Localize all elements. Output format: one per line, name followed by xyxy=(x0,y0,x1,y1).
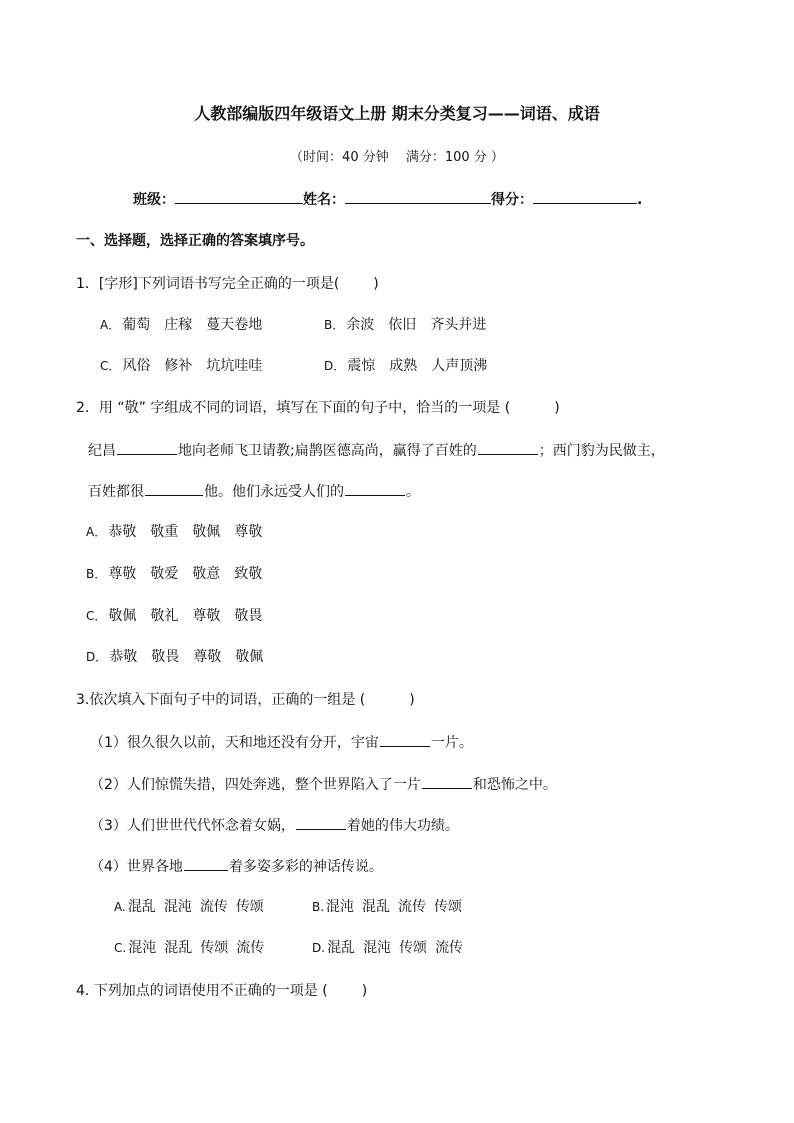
question-text: 4. 下列加点的词语使用不正确的一项是 ( xyxy=(76,983,328,999)
option-b[interactable]: B． 尊敬 敬爱 敬意 致敬 xyxy=(86,566,263,582)
option-d[interactable]: D. 混乱 混沌 传颂 流传 xyxy=(312,940,464,956)
fill-blank[interactable] xyxy=(422,774,472,789)
option-d[interactable]: D． 恭敬 敬畏 尊敬 敬佩 xyxy=(86,649,264,665)
question-2-sentence-2: 百姓都很 他。他们永远受人们的 。 xyxy=(88,481,420,502)
student-info-line: 班级： 姓名： 得分： . xyxy=(133,189,642,210)
question-2-stem: 2．用 “敬” 字组成不同的词语，填写在下面的句子中，恰当的一项是 ( ) xyxy=(76,400,560,416)
section-heading: 一、选择题，选择正确的答案填序号。 xyxy=(76,233,314,249)
score-field[interactable] xyxy=(533,189,637,204)
option-b[interactable]: B. 混沌 混乱 流传 传颂 xyxy=(312,899,463,915)
question-3-sentence-2: （2）人们惊慌失措，四处奔逃，整个世界陷入了一片 和恐怖之中。 xyxy=(90,774,557,795)
fill-blank[interactable] xyxy=(345,481,405,496)
option-a[interactable]: A． 恭敬 敬重 敬佩 尊敬 xyxy=(86,524,263,540)
question-text: 2．用 “敬” 字组成不同的词语，填写在下面的句子中，恰当的一项是 ( xyxy=(76,400,511,416)
fill-blank[interactable] xyxy=(478,440,538,455)
question-text: 3.依次填入下面句子中的词语，正确的一组是 ( xyxy=(76,692,366,708)
fill-blank[interactable] xyxy=(117,440,177,455)
question-text: 1．[字形]下列词语书写完全正确的一项是( xyxy=(76,276,340,292)
score-label: 得分： xyxy=(491,192,533,208)
option-a[interactable]: A. 混乱 混沌 流传 传颂 xyxy=(114,899,264,915)
option-c[interactable]: C． 敬佩 敬礼 尊敬 敬畏 xyxy=(86,608,263,624)
question-3-stem: 3.依次填入下面句子中的词语，正确的一组是 ( ) xyxy=(76,692,415,708)
fill-blank[interactable] xyxy=(296,815,346,830)
question-3-sentence-1: （1）很久很久以前，天和地还没有分开，宇宙 一片。 xyxy=(90,732,473,753)
question-1-stem: 1．[字形]下列词语书写完全正确的一项是( ) xyxy=(76,276,379,292)
option-c[interactable]: C． 风俗 修补 坑坑哇哇 xyxy=(100,358,263,374)
question-3-sentence-4: （4）世界各地 着多姿多彩的神话传说。 xyxy=(90,856,383,877)
question-4-stem: 4. 下列加点的词语使用不正确的一项是 ( ) xyxy=(76,983,368,999)
option-d[interactable]: D． 震惊 成熟 人声顶沸 xyxy=(324,358,488,374)
option-c[interactable]: C. 混沌 混乱 传颂 流传 xyxy=(114,940,265,956)
class-label: 班级： xyxy=(133,192,175,208)
option-b[interactable]: B． 余波 依旧 齐头并进 xyxy=(324,317,487,333)
class-field[interactable] xyxy=(175,189,303,204)
question-2-sentence-1: 纪昌 地向老师飞卫请教;扁鹊医德高尚，赢得了百姓的 ；西门豹为民做主， xyxy=(88,440,665,461)
exam-time-score: （时间：40 分钟 满分：100 分 ） xyxy=(290,150,504,165)
name-field[interactable] xyxy=(345,189,491,204)
name-label: 姓名： xyxy=(303,192,345,208)
fill-blank[interactable] xyxy=(145,481,203,496)
page-title: 人教部编版四年级语文上册 期末分类复习——词语、成语 xyxy=(194,104,600,123)
option-a[interactable]: A． 葡萄 庄稼 蔓天卷地 xyxy=(100,317,263,333)
question-3-sentence-3: （3）人们世世代代怀念着女娲， 着她的伟大功绩。 xyxy=(90,815,459,836)
fill-blank[interactable] xyxy=(184,856,228,871)
fill-blank[interactable] xyxy=(380,732,430,747)
